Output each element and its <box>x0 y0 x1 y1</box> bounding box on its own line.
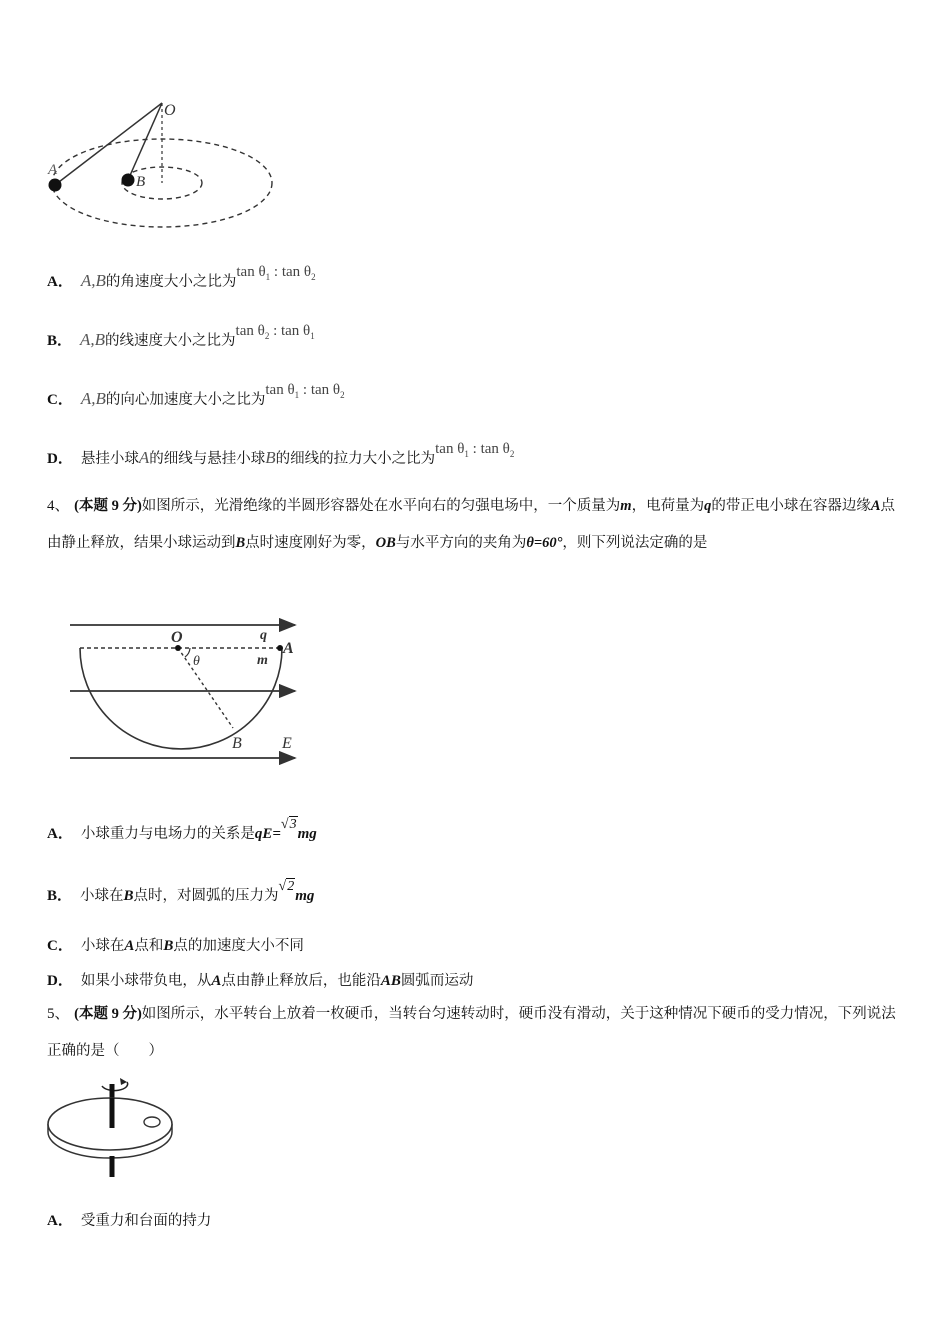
q4-stem: 4、 (本题 9 分)如图所示，光滑绝缘的半圆形容器处在水平向右的匀强电场中，一个质量为m，电荷量为q的带正电小球在容器边缘A点由静止释放，结果小球运动到B点时速度刚好为零，OB与水平方向的夹角为θ=60°，则下列说法定确的是 <box>47 498 895 551</box>
q5-option-a: A． 受重力和台面的持力 <box>47 1213 212 1229</box>
label-theta: θ <box>193 654 200 669</box>
label-q: q <box>260 628 267 643</box>
q4-option-b: B． 小球在B点时，对圆弧的压力为√2mg <box>47 879 315 904</box>
semicircle-container <box>80 648 282 749</box>
label-e: E <box>282 735 292 752</box>
q3-option-d: D． 悬挂小球A的细线与悬挂小球B的细线的拉力大小之比为$\tan \theta_1$ : $\tan \theta_2$ <box>47 441 515 467</box>
label-b: B <box>232 735 242 752</box>
string-a <box>55 103 162 185</box>
q3-option-c: C． A,B的向心加速度大小之比为$\tan \theta_1$ : $\tan \theta_2$ <box>47 382 345 408</box>
coin <box>144 1117 160 1127</box>
label-m: m <box>257 653 268 668</box>
q3-option-b: B． A,B的线速度大小之比为$\tan \theta_2$ : $\tan \theta_1$ <box>47 323 315 349</box>
turntable-figure <box>45 1072 180 1182</box>
ball-a <box>49 179 62 192</box>
q4-option-d: D． 如果小球带负电，从A点由静止释放后，也能沿AB圆弧而运动 <box>47 973 474 989</box>
q3-option-a: A． A,B的角速度大小之比为$\tan \theta_1$ : $\tan \theta_2$ <box>47 264 316 290</box>
q4-option-c: C． 小球在A点和B点的加速度大小不同 <box>47 938 304 954</box>
label-a: A <box>283 640 294 657</box>
label-b: B <box>136 174 146 190</box>
ball-b <box>122 174 135 187</box>
conical-pendulum-figure <box>40 95 290 235</box>
radius-ob <box>178 648 233 728</box>
label-o: O <box>164 102 176 119</box>
q4-option-a: A． 小球重力与电场力的关系是qE=√3mg <box>47 817 317 842</box>
semicircle-field-figure <box>65 610 310 770</box>
label-o: O <box>171 629 183 646</box>
q5-stem: 5、 (本题 9 分)如图所示，水平转台上放着一枚硬币，当转台匀速转动时，硬币没有滑动，关于这种情况下硬币的受力情况，下列说法正确的是（ ） <box>47 1006 896 1059</box>
label-a: A <box>48 162 58 178</box>
angle-arc <box>185 648 190 657</box>
